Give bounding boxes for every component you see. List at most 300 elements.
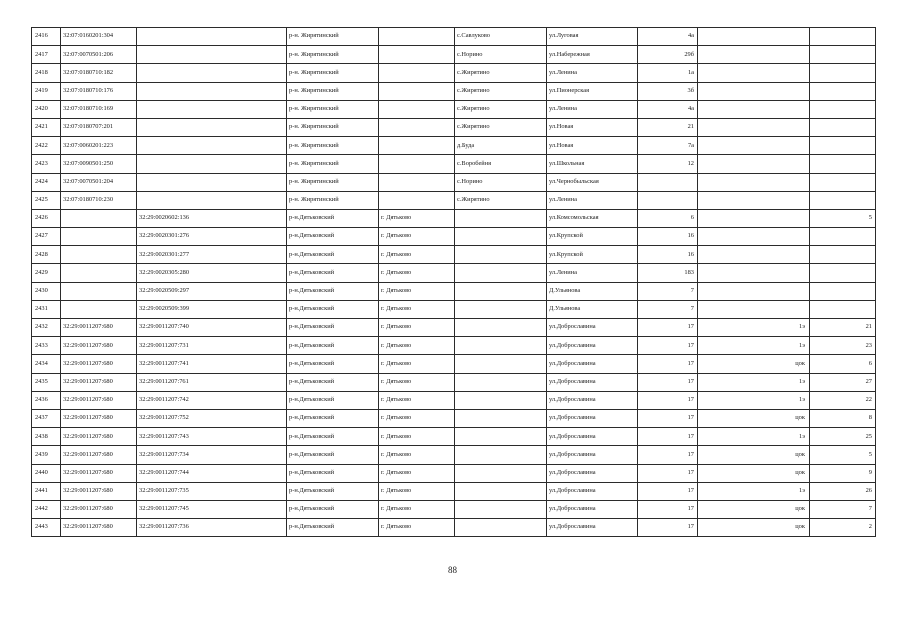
village-cell: с.Жирятино — [455, 118, 547, 136]
house-number-cell: 16 — [638, 246, 698, 264]
building-cell — [698, 137, 810, 155]
street-cell: ул.Доброславина — [547, 464, 638, 482]
building-cell: цок — [698, 500, 810, 518]
district-cell: р-н.Дятьковский — [287, 428, 379, 446]
apartment-cell — [810, 191, 876, 209]
building-cell — [698, 155, 810, 173]
table-row — [32, 391, 876, 409]
table-row — [32, 282, 876, 300]
street-cell: ул.Ленина — [547, 191, 638, 209]
apartment-cell — [810, 46, 876, 64]
apartment-cell: 8 — [810, 409, 876, 427]
object-cadastral-cell — [137, 155, 287, 173]
district-cell: р-н. Жирятинский — [287, 100, 379, 118]
district-cell: р-н.Дятьковский — [287, 228, 379, 246]
district-cell: р-н. Жирятинский — [287, 191, 379, 209]
parcel-cadastral-cell: 32:29:0011207:680 — [61, 500, 137, 518]
house-number-cell: 7 — [638, 300, 698, 318]
row-number-cell: 2429 — [32, 264, 61, 282]
city-cell: г. Дятьково — [379, 391, 455, 409]
building-cell — [698, 228, 810, 246]
object-cadastral-cell — [137, 82, 287, 100]
apartment-cell: 7 — [810, 500, 876, 518]
parcel-cadastral-cell: 32:29:0011207:680 — [61, 519, 137, 537]
village-cell: с.Савлуково — [455, 28, 547, 46]
street-cell: ул.Пионерская — [547, 82, 638, 100]
district-cell: р-н. Жирятинский — [287, 155, 379, 173]
house-number-cell: 17 — [638, 464, 698, 482]
object-cadastral-cell: 32:29:0020509:297 — [137, 282, 287, 300]
building-cell: 1э — [698, 373, 810, 391]
table-row — [32, 428, 876, 446]
building-cell — [698, 282, 810, 300]
district-cell: р-н. Жирятинский — [287, 46, 379, 64]
building-cell — [698, 300, 810, 318]
house-number-cell: 17 — [638, 519, 698, 537]
district-cell: р-н.Дятьковский — [287, 355, 379, 373]
house-number-cell: 17 — [638, 355, 698, 373]
apartment-cell — [810, 137, 876, 155]
table-row — [32, 228, 876, 246]
parcel-cadastral-cell: 32:07:0090501:250 — [61, 155, 137, 173]
object-cadastral-cell: 32:29:0011207:744 — [137, 464, 287, 482]
apartment-cell — [810, 300, 876, 318]
object-cadastral-cell: 32:29:0011207:743 — [137, 428, 287, 446]
city-cell — [379, 191, 455, 209]
district-cell: р-н.Дятьковский — [287, 246, 379, 264]
city-cell — [379, 155, 455, 173]
row-number-cell: 2437 — [32, 409, 61, 427]
district-cell: р-н. Жирятинский — [287, 173, 379, 191]
object-cadastral-cell: 32:29:0011207:761 — [137, 373, 287, 391]
building-cell: 1э — [698, 428, 810, 446]
city-cell — [379, 173, 455, 191]
district-cell: р-н.Дятьковский — [287, 446, 379, 464]
house-number-cell: 17 — [638, 337, 698, 355]
building-cell: 1э — [698, 391, 810, 409]
parcel-cadastral-cell: 32:29:0011207:680 — [61, 355, 137, 373]
apartment-cell — [810, 82, 876, 100]
table-row — [32, 155, 876, 173]
object-cadastral-cell — [137, 28, 287, 46]
row-number-cell: 2416 — [32, 28, 61, 46]
city-cell: г. Дятьково — [379, 337, 455, 355]
building-cell: 1э — [698, 482, 810, 500]
apartment-cell — [810, 282, 876, 300]
city-cell: г. Дятьково — [379, 355, 455, 373]
house-number-cell: 17 — [638, 500, 698, 518]
district-cell: р-н.Дятьковский — [287, 409, 379, 427]
table-row — [32, 319, 876, 337]
row-number-cell: 2433 — [32, 337, 61, 355]
table-row — [32, 64, 876, 82]
district-cell: р-н.Дятьковский — [287, 264, 379, 282]
building-cell — [698, 46, 810, 64]
row-number-cell: 2418 — [32, 64, 61, 82]
village-cell: с.Жирятино — [455, 82, 547, 100]
row-number-cell: 2435 — [32, 373, 61, 391]
parcel-cadastral-cell: 32:29:0011207:680 — [61, 319, 137, 337]
table-row — [32, 246, 876, 264]
street-cell: Д.Ульянова — [547, 282, 638, 300]
row-number-cell: 2440 — [32, 464, 61, 482]
street-cell: ул.Школьная — [547, 155, 638, 173]
street-cell: ул.Новая — [547, 118, 638, 136]
building-cell — [698, 264, 810, 282]
village-cell: д.Буда — [455, 137, 547, 155]
district-cell: р-н. Жирятинский — [287, 64, 379, 82]
street-cell: ул.Доброславина — [547, 500, 638, 518]
house-number-cell: 3б — [638, 82, 698, 100]
apartment-cell: 9 — [810, 464, 876, 482]
house-number-cell: 12 — [638, 155, 698, 173]
city-cell: г. Дятьково — [379, 319, 455, 337]
street-cell: ул.Доброславина — [547, 337, 638, 355]
village-cell — [455, 246, 547, 264]
parcel-cadastral-cell: 32:29:0011207:680 — [61, 428, 137, 446]
object-cadastral-cell — [137, 100, 287, 118]
apartment-cell — [810, 118, 876, 136]
district-cell: р-н.Дятьковский — [287, 300, 379, 318]
table-row — [32, 191, 876, 209]
street-cell: ул.Доброславина — [547, 373, 638, 391]
object-cadastral-cell — [137, 64, 287, 82]
object-cadastral-cell: 32:29:0011207:735 — [137, 482, 287, 500]
house-number-cell: 7а — [638, 137, 698, 155]
apartment-cell: 25 — [810, 428, 876, 446]
village-cell — [455, 409, 547, 427]
apartment-cell: 5 — [810, 446, 876, 464]
street-cell: ул.Доброславина — [547, 355, 638, 373]
village-cell — [455, 355, 547, 373]
street-cell: ул.Новая — [547, 137, 638, 155]
street-cell: ул.Луговая — [547, 28, 638, 46]
house-number-cell: 17 — [638, 391, 698, 409]
row-number-cell: 2438 — [32, 428, 61, 446]
row-number-cell: 2422 — [32, 137, 61, 155]
row-number-cell: 2439 — [32, 446, 61, 464]
object-cadastral-cell: 32:29:0011207:745 — [137, 500, 287, 518]
village-cell: с.Жирятино — [455, 191, 547, 209]
street-cell: ул.Ленина — [547, 64, 638, 82]
street-cell: ул.Доброславина — [547, 446, 638, 464]
table-row — [32, 446, 876, 464]
apartment-cell — [810, 264, 876, 282]
house-number-cell: 21 — [638, 118, 698, 136]
street-cell: ул.Доброславина — [547, 482, 638, 500]
object-cadastral-cell: 32:29:0011207:731 — [137, 337, 287, 355]
apartment-cell — [810, 246, 876, 264]
table-row — [32, 500, 876, 518]
object-cadastral-cell: 32:29:0011207:734 — [137, 446, 287, 464]
row-number-cell: 2420 — [32, 100, 61, 118]
city-cell: г. Дятьково — [379, 264, 455, 282]
object-cadastral-cell — [137, 118, 287, 136]
village-cell — [455, 264, 547, 282]
parcel-cadastral-cell: 32:07:0060201:223 — [61, 137, 137, 155]
table-row — [32, 209, 876, 227]
house-number-cell: 17 — [638, 373, 698, 391]
village-cell — [455, 464, 547, 482]
row-number-cell: 2426 — [32, 209, 61, 227]
house-number-cell: 4а — [638, 28, 698, 46]
table-row — [32, 482, 876, 500]
object-cadastral-cell: 32:29:0011207:742 — [137, 391, 287, 409]
table-row — [32, 137, 876, 155]
parcel-cadastral-cell: 32:29:0011207:680 — [61, 409, 137, 427]
village-cell: с.Норино — [455, 173, 547, 191]
building-cell: цок — [698, 464, 810, 482]
city-cell — [379, 64, 455, 82]
house-number-cell: 16 — [638, 228, 698, 246]
city-cell: г. Дятьково — [379, 446, 455, 464]
parcel-cadastral-cell — [61, 264, 137, 282]
row-number-cell: 2442 — [32, 500, 61, 518]
district-cell: р-н. Жирятинский — [287, 82, 379, 100]
parcel-cadastral-cell: 32:07:0180710:230 — [61, 191, 137, 209]
property-registry-table — [31, 27, 876, 537]
object-cadastral-cell — [137, 191, 287, 209]
apartment-cell — [810, 155, 876, 173]
village-cell: с.Воробейня — [455, 155, 547, 173]
village-cell: с.Жирятино — [455, 64, 547, 82]
table-row — [32, 100, 876, 118]
row-number-cell: 2432 — [32, 319, 61, 337]
district-cell: р-н.Дятьковский — [287, 391, 379, 409]
village-cell — [455, 373, 547, 391]
parcel-cadastral-cell: 32:29:0011207:680 — [61, 373, 137, 391]
village-cell: с.Норино — [455, 46, 547, 64]
parcel-cadastral-cell: 32:07:0070501:204 — [61, 173, 137, 191]
village-cell — [455, 228, 547, 246]
house-number-cell: 29б — [638, 46, 698, 64]
registry-body — [32, 28, 876, 537]
parcel-cadastral-cell — [61, 246, 137, 264]
row-number-cell: 2419 — [32, 82, 61, 100]
building-cell: цок — [698, 446, 810, 464]
house-number-cell: 7 — [638, 282, 698, 300]
city-cell: г. Дятьково — [379, 482, 455, 500]
apartment-cell: 22 — [810, 391, 876, 409]
object-cadastral-cell: 32:29:0020509:399 — [137, 300, 287, 318]
apartment-cell — [810, 28, 876, 46]
apartment-cell: 21 — [810, 319, 876, 337]
row-number-cell: 2434 — [32, 355, 61, 373]
city-cell: г. Дятьково — [379, 209, 455, 227]
table-row — [32, 300, 876, 318]
parcel-cadastral-cell — [61, 282, 137, 300]
table-row — [32, 46, 876, 64]
object-cadastral-cell: 32:29:0020305:280 — [137, 264, 287, 282]
street-cell: ул.Ленина — [547, 264, 638, 282]
city-cell: г. Дятьково — [379, 464, 455, 482]
parcel-cadastral-cell: 32:07:0070501:206 — [61, 46, 137, 64]
apartment-cell — [810, 173, 876, 191]
district-cell: р-н.Дятьковский — [287, 519, 379, 537]
apartment-cell: 26 — [810, 482, 876, 500]
parcel-cadastral-cell — [61, 209, 137, 227]
parcel-cadastral-cell: 32:29:0011207:680 — [61, 337, 137, 355]
street-cell: ул.Комсомольская — [547, 209, 638, 227]
apartment-cell — [810, 228, 876, 246]
apartment-cell: 27 — [810, 373, 876, 391]
street-cell: ул.Ленина — [547, 100, 638, 118]
street-cell: ул.Крупской — [547, 228, 638, 246]
row-number-cell: 2417 — [32, 46, 61, 64]
city-cell: г. Дятьково — [379, 373, 455, 391]
row-number-cell: 2424 — [32, 173, 61, 191]
city-cell: г. Дятьково — [379, 428, 455, 446]
object-cadastral-cell: 32:29:0011207:741 — [137, 355, 287, 373]
house-number-cell: 4а — [638, 100, 698, 118]
building-cell: цок — [698, 519, 810, 537]
object-cadastral-cell: 32:29:0011207:740 — [137, 319, 287, 337]
object-cadastral-cell: 32:29:0020301:276 — [137, 228, 287, 246]
district-cell: р-н.Дятьковский — [287, 209, 379, 227]
village-cell — [455, 209, 547, 227]
table-row — [32, 337, 876, 355]
apartment-cell — [810, 64, 876, 82]
village-cell — [455, 337, 547, 355]
building-cell — [698, 100, 810, 118]
row-number-cell: 2430 — [32, 282, 61, 300]
district-cell: р-н.Дятьковский — [287, 373, 379, 391]
table-row — [32, 464, 876, 482]
object-cadastral-cell: 32:29:0011207:736 — [137, 519, 287, 537]
building-cell: цок — [698, 409, 810, 427]
table-row — [32, 28, 876, 46]
parcel-cadastral-cell: 32:07:0160201:304 — [61, 28, 137, 46]
apartment-cell: 6 — [810, 355, 876, 373]
city-cell — [379, 46, 455, 64]
city-cell: г. Дятьково — [379, 228, 455, 246]
street-cell: ул.Набережная — [547, 46, 638, 64]
street-cell: ул.Доброславина — [547, 409, 638, 427]
village-cell — [455, 446, 547, 464]
city-cell: г. Дятьково — [379, 246, 455, 264]
parcel-cadastral-cell: 32:29:0011207:680 — [61, 482, 137, 500]
table-row — [32, 264, 876, 282]
district-cell: р-н.Дятьковский — [287, 337, 379, 355]
building-cell — [698, 246, 810, 264]
house-number-cell: 17 — [638, 428, 698, 446]
city-cell — [379, 118, 455, 136]
row-number-cell: 2425 — [32, 191, 61, 209]
parcel-cadastral-cell — [61, 300, 137, 318]
district-cell: р-н.Дятьковский — [287, 319, 379, 337]
city-cell: г. Дятьково — [379, 409, 455, 427]
row-number-cell: 2436 — [32, 391, 61, 409]
building-cell: 1э — [698, 337, 810, 355]
row-number-cell: 2423 — [32, 155, 61, 173]
village-cell — [455, 282, 547, 300]
parcel-cadastral-cell: 32:07:0180710:169 — [61, 100, 137, 118]
parcel-cadastral-cell: 32:29:0011207:680 — [61, 464, 137, 482]
city-cell: г. Дятьково — [379, 300, 455, 318]
village-cell — [455, 319, 547, 337]
object-cadastral-cell — [137, 137, 287, 155]
district-cell: р-н.Дятьковский — [287, 500, 379, 518]
street-cell: ул.Доброславина — [547, 319, 638, 337]
table-row — [32, 82, 876, 100]
building-cell — [698, 209, 810, 227]
village-cell — [455, 500, 547, 518]
building-cell — [698, 118, 810, 136]
table-row — [32, 409, 876, 427]
village-cell — [455, 519, 547, 537]
building-cell — [698, 173, 810, 191]
parcel-cadastral-cell: 32:29:0011207:680 — [61, 391, 137, 409]
house-number-cell: 17 — [638, 446, 698, 464]
building-cell — [698, 64, 810, 82]
building-cell — [698, 28, 810, 46]
house-number-cell: 6 — [638, 209, 698, 227]
table-row — [32, 118, 876, 136]
parcel-cadastral-cell: 32:07:0180707:201 — [61, 118, 137, 136]
apartment-cell: 5 — [810, 209, 876, 227]
house-number-cell: 1а — [638, 64, 698, 82]
city-cell — [379, 100, 455, 118]
street-cell: ул.Доброславина — [547, 519, 638, 537]
street-cell: ул.Крупской — [547, 246, 638, 264]
object-cadastral-cell — [137, 173, 287, 191]
building-cell: 1э — [698, 319, 810, 337]
district-cell: р-н.Дятьковский — [287, 282, 379, 300]
object-cadastral-cell — [137, 46, 287, 64]
district-cell: р-н. Жирятинский — [287, 118, 379, 136]
parcel-cadastral-cell: 32:07:0180710:182 — [61, 64, 137, 82]
street-cell: ул.Доброславина — [547, 391, 638, 409]
parcel-cadastral-cell: 32:29:0011207:680 — [61, 446, 137, 464]
building-cell: цок — [698, 355, 810, 373]
house-number-cell — [638, 173, 698, 191]
house-number-cell: 183 — [638, 264, 698, 282]
city-cell — [379, 82, 455, 100]
row-number-cell: 2431 — [32, 300, 61, 318]
district-cell: р-н.Дятьковский — [287, 482, 379, 500]
city-cell: г. Дятьково — [379, 519, 455, 537]
table-row — [32, 519, 876, 537]
object-cadastral-cell: 32:29:0011207:752 — [137, 409, 287, 427]
apartment-cell: 23 — [810, 337, 876, 355]
city-cell — [379, 28, 455, 46]
village-cell — [455, 428, 547, 446]
building-cell — [698, 82, 810, 100]
city-cell — [379, 137, 455, 155]
row-number-cell: 2421 — [32, 118, 61, 136]
row-number-cell: 2428 — [32, 246, 61, 264]
city-cell: г. Дятьково — [379, 282, 455, 300]
village-cell — [455, 391, 547, 409]
village-cell: с.Жирятино — [455, 100, 547, 118]
district-cell: р-н.Дятьковский — [287, 464, 379, 482]
object-cadastral-cell: 32:29:0020602:136 — [137, 209, 287, 227]
district-cell: р-н. Жирятинский — [287, 28, 379, 46]
street-cell: Д.Ульянова — [547, 300, 638, 318]
district-cell: р-н. Жирятинский — [287, 137, 379, 155]
parcel-cadastral-cell — [61, 228, 137, 246]
object-cadastral-cell: 32:29:0020301:277 — [137, 246, 287, 264]
apartment-cell — [810, 100, 876, 118]
row-number-cell: 2443 — [32, 519, 61, 537]
row-number-cell: 2427 — [32, 228, 61, 246]
city-cell: г. Дятьково — [379, 500, 455, 518]
village-cell — [455, 300, 547, 318]
street-cell: ул.Доброславина — [547, 428, 638, 446]
house-number-cell: 17 — [638, 482, 698, 500]
page-number: 88 — [448, 565, 457, 575]
house-number-cell: 17 — [638, 409, 698, 427]
